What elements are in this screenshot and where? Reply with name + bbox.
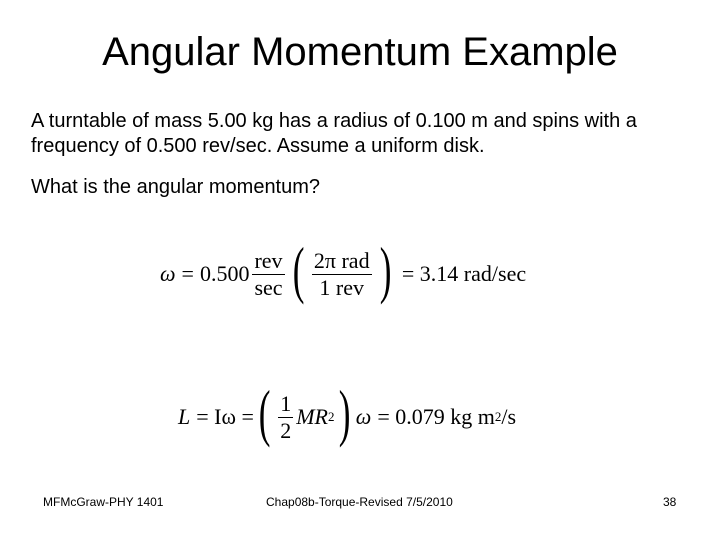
- rev-per-sec-fraction: [252, 248, 284, 301]
- mass-radius-term: MR: [296, 404, 328, 429]
- fraction-numerator: 1: [280, 390, 292, 416]
- angular-momentum-result: = 0.079 kg m: [377, 404, 495, 429]
- fraction-denominator: sec: [254, 274, 283, 300]
- footer-chapter: Chap08b-Torque-Revised 7/5/2010: [266, 495, 453, 509]
- half-fraction: [278, 391, 293, 444]
- page-number: 38: [663, 495, 677, 509]
- frequency-value: 0.500: [199, 261, 250, 286]
- omega-result: = 3.14 rad/sec: [401, 261, 527, 286]
- fraction-denominator: 2: [280, 417, 292, 443]
- fraction-numerator: rev: [254, 247, 283, 273]
- conversion-fraction: [312, 248, 372, 301]
- left-paren: (: [292, 234, 305, 305]
- omega-symbol: ω: [355, 404, 372, 429]
- exponent: 2: [327, 409, 335, 424]
- right-paren: ): [339, 377, 351, 448]
- left-paren: (: [258, 377, 271, 448]
- equals-sign: =: [181, 261, 194, 286]
- l-symbol: L: [178, 404, 191, 429]
- result-unit-tail: /s: [501, 404, 517, 429]
- question-text: What is the angular momentum?: [31, 176, 321, 198]
- problem-statement: A turntable of mass 5.00 kg has a radius of 0.100 m and spins with a frequency of 0.500 rev/sec. Assume a uniform disk.: [31, 110, 637, 157]
- footer-course: MFMcGraw-PHY 1401: [43, 495, 164, 509]
- slide-title: Angular Momentum Example: [102, 30, 618, 74]
- omega-equation: [160, 234, 527, 308]
- omega-symbol: ω: [160, 261, 176, 286]
- fraction-denominator: 1 rev: [319, 274, 365, 300]
- right-paren: ): [379, 234, 392, 305]
- angular-momentum-equation: [178, 377, 517, 451]
- fraction-numerator: 2π rad: [313, 247, 370, 273]
- i-omega-term: = Iω =: [196, 404, 254, 429]
- exponent: 2: [494, 409, 502, 424]
